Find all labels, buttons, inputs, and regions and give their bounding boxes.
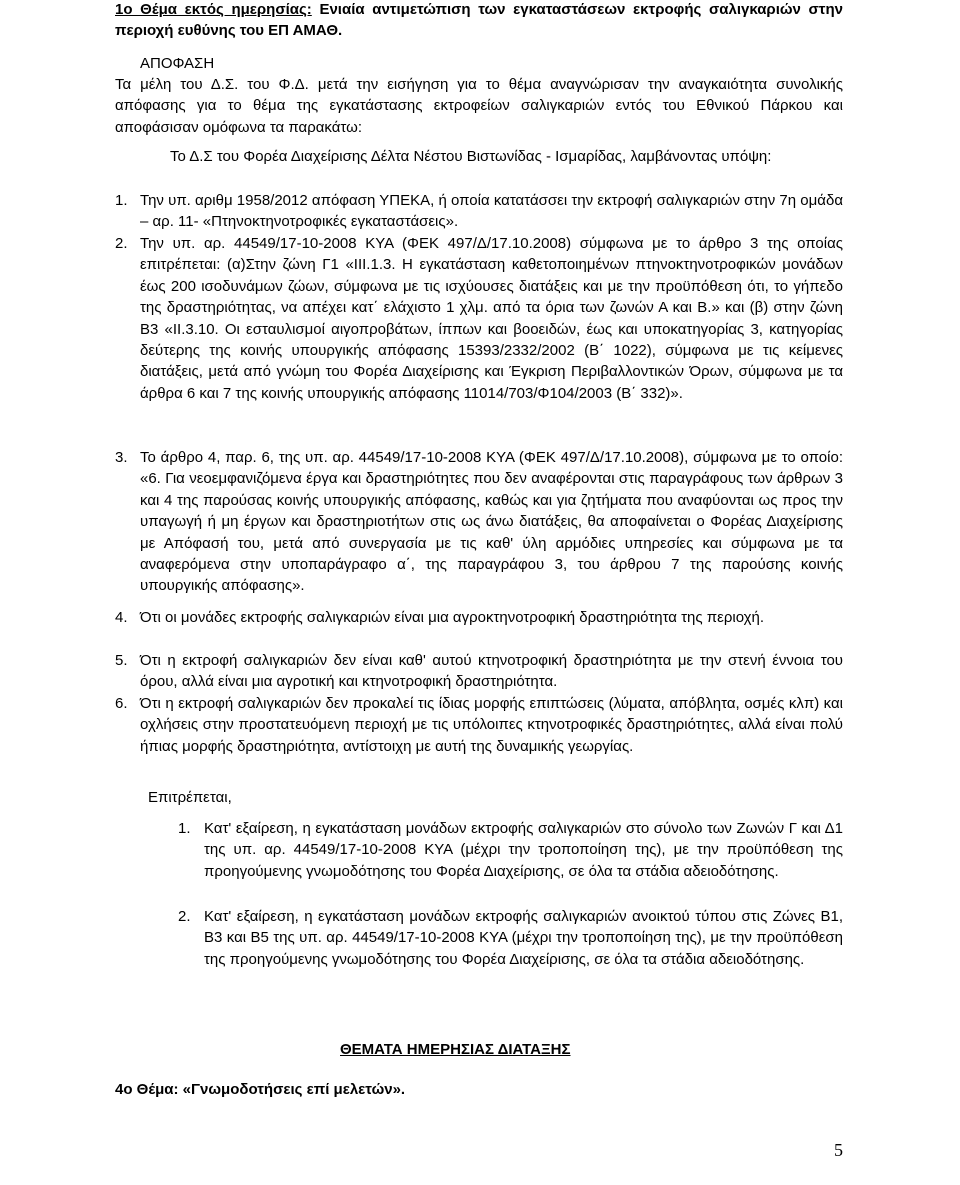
board-considering-paragraph: Το Δ.Σ του Φορέα Διαχείρισης Δέλτα Νέστου Βιστωνίδας - Ισμαρίδας, λαμβάνοντας υπόψη: [170, 148, 772, 165]
list-item-number: 1. [115, 192, 128, 209]
item-4-heading: 4ο Θέμα: «Γνωμοδοτήσεις επί μελετών». [115, 1081, 406, 1098]
list-item-number: 5. [115, 652, 128, 669]
intro-paragraph: Τα μέλη του Δ.Σ. του Φ.Δ. μετά την εισήγηση για το θέμα αναγνώρισαν την αναγκαιότητα συνολικής απόφασης για το θέμα της εγκατάστασης εκτροφείων σαλιγκαριών εντός του Εθνικού Πάρκου και αποφάσισαν ομόφωνα τα παρακάτω: [115, 76, 843, 136]
list-item-number: 2. [178, 908, 191, 925]
list-item-number: 4. [115, 609, 128, 626]
list-item-number: 2. [115, 235, 128, 252]
list-item-number: 6. [115, 695, 128, 712]
list-item-text: Ότι η εκτροφή σαλιγκαριών δεν προκαλεί τις ίδιας μορφής επιπτώσεις (λύματα, απόβλητα, οσμές κλπ) και οχλήσεις στην προστατευόμενη περιοχή με τις υπόλοιπες κτηνοτροφικές δραστηριότητες, αλλά είναι πολύ ήπιας μορφής δραστηριότητα, αντίστοιχη με αυτή της δυναμικής γεωργίας. [140, 695, 843, 755]
permitted-list-item [178, 818, 843, 882]
permitted-label: Επιτρέπεται, [148, 789, 232, 806]
permitted-list-item [178, 906, 843, 970]
item-title-text: Ενιαία αντιμετώπιση των εγκαταστάσεων εκτροφής σαλιγκαριών στην περιοχή ευθύνης του ΕΠ ΑΜΑΘ. [115, 1, 843, 40]
list-item [115, 607, 843, 628]
list-item-number: 3. [115, 449, 128, 466]
decision-heading: ΑΠΟΦΑΣΗ [140, 55, 215, 72]
list-item [115, 190, 843, 233]
item-title [115, 0, 843, 42]
list-item-text: Κατ' εξαίρεση, η εγκατάσταση μονάδων εκτροφής σαλιγκαριών ανοικτού τύπου στις Ζώνες Β1, Β3 και Β5 της υπ. αρ. 44549/17-10-2008 ΚΥΑ (μέχρι την τροποποίηση της), με την προϋπόθεση της προηγούμενης γνωμοδότησης του Φορέα Διαχείρισης, σε όλα τα στάδια αδειοδότησης. [204, 908, 843, 968]
list-item [115, 650, 843, 693]
list-item-text: Το άρθρο 4, παρ. 6, της υπ. αρ. 44549/17-10-2008 ΚΥΑ (ΦΕΚ 497/Δ/17.10.2008), σύμφωνα με το οποίο: «6. Για νεοεμφανιζόμενα έργα και δραστηριότητες που δεν αναφέρονται στις παραγράφους των άρθρων 3 και 4 της παρούσας κοινής υπουργικής απόφασης, καθώς και για ζητήματα που αναφύονται ως προς την υπαγωγή ή μη έργων και δραστηριοτήτων στις ως άνω διατάξεις, θα αποφαίνεται ο Φορέας Διαχείρισης με Απόφασή του, μετά από συνεργασία με τις καθ' ύλη αρμόδιες υπηρεσίες και σύμφωνα με τα αναφερόμενα στην υποπαράγραφο α΄, της παραγράφου 3, του άρθρου 7 της παρούσης κοινής υπουργικής απόφασης». [140, 449, 843, 595]
list-item-text: Την υπ. αριθμ 1958/2012 απόφαση ΥΠΕΚΑ, ή οποία κατατάσσει την εκτροφή σαλιγκαριών στην 7η ομάδα – αρ. 11- «Πτηνοκτηνοτροφικές εγκαταστάσεις». [140, 192, 843, 231]
list-item-text: Κατ' εξαίρεση, η εγκατάσταση μονάδων εκτροφής σαλιγκαριών στο σύνολο των Ζωνών Γ και Δ1 της υπ. αρ. 44549/17-10-2008 ΚΥΑ (μέχρι την τροποποίηση της), με την προϋπόθεση της προηγούμενης γνωμοδότησης του Φορέα Διαχείρισης, σε όλα τα στάδια αδειοδότησης. [204, 820, 843, 880]
list-item [115, 693, 843, 757]
agenda-heading: ΘΕΜΑΤΑ ΗΜΕΡΗΣΙΑΣ ΔΙΑΤΑΞΗΣ [340, 1041, 571, 1058]
list-item [115, 447, 843, 597]
list-item [115, 233, 843, 404]
list-item-number: 1. [178, 820, 191, 837]
list-item-text: Ότι η εκτροφή σαλιγκαριών δεν είναι καθ' αυτού κτηνοτροφική δραστηριότητα με την στενή έννοια του όρου, αλλά είναι μια αγροτική και κτηνοτροφική δραστηριότητα. [140, 652, 843, 691]
list-item-text: Την υπ. αρ. 44549/17-10-2008 ΚΥΑ (ΦΕΚ 497/Δ/17.10.2008) σύμφωνα με το άρθρο 3 της οποίας επιτρέπεται: (α)Στην ζώνη Γ1 «ΙΙΙ.1.3. Η εγκατάσταση καθετοποιημένων πτηνοκτηνοτροφικών μονάδων έως 200 ισοδυνάμων ζώων, σύμφωνα με τις ισχύουσες διατάξεις και με την προϋπόθεση ότι, το γήπεδο της δραστηριότητας, να απέχει κατ΄ ελάχιστο 1 χλμ. από τα όρια των ζωνών Α και Β.» και (β) στην ζώνη Β3 «ΙΙ.3.10. Οι εσταυλισμοί αιγοπροβάτων, ίππων και βοοειδών, έως και υποκατηγορίας 3, κατηγορίας δεύτερης της κοινής υπουργικής απόφασης 15393/2332/2002 (Β΄ 1022), σύμφωνα με τις κείμενες διατάξεις, μετά από γνώμη του Φορέα Διαχείρισης και Έγκριση Περιβαλλοντικών Όρων, σύμφωνα με τα άρθρα 6 και 7 της κοινής υπουργικής απόφασης 11014/703/Φ104/2003 (Β΄ 332)». [140, 235, 843, 402]
list-item-text: Ότι οι μονάδες εκτροφής σαλιγκαριών είναι μια αγροκτηνοτροφική δραστηριότητα της περιοχή. [140, 609, 765, 626]
page-number: 5 [834, 1140, 843, 1160]
item-title-label: 1ο Θέμα εκτός ημερησίας: [115, 1, 312, 18]
